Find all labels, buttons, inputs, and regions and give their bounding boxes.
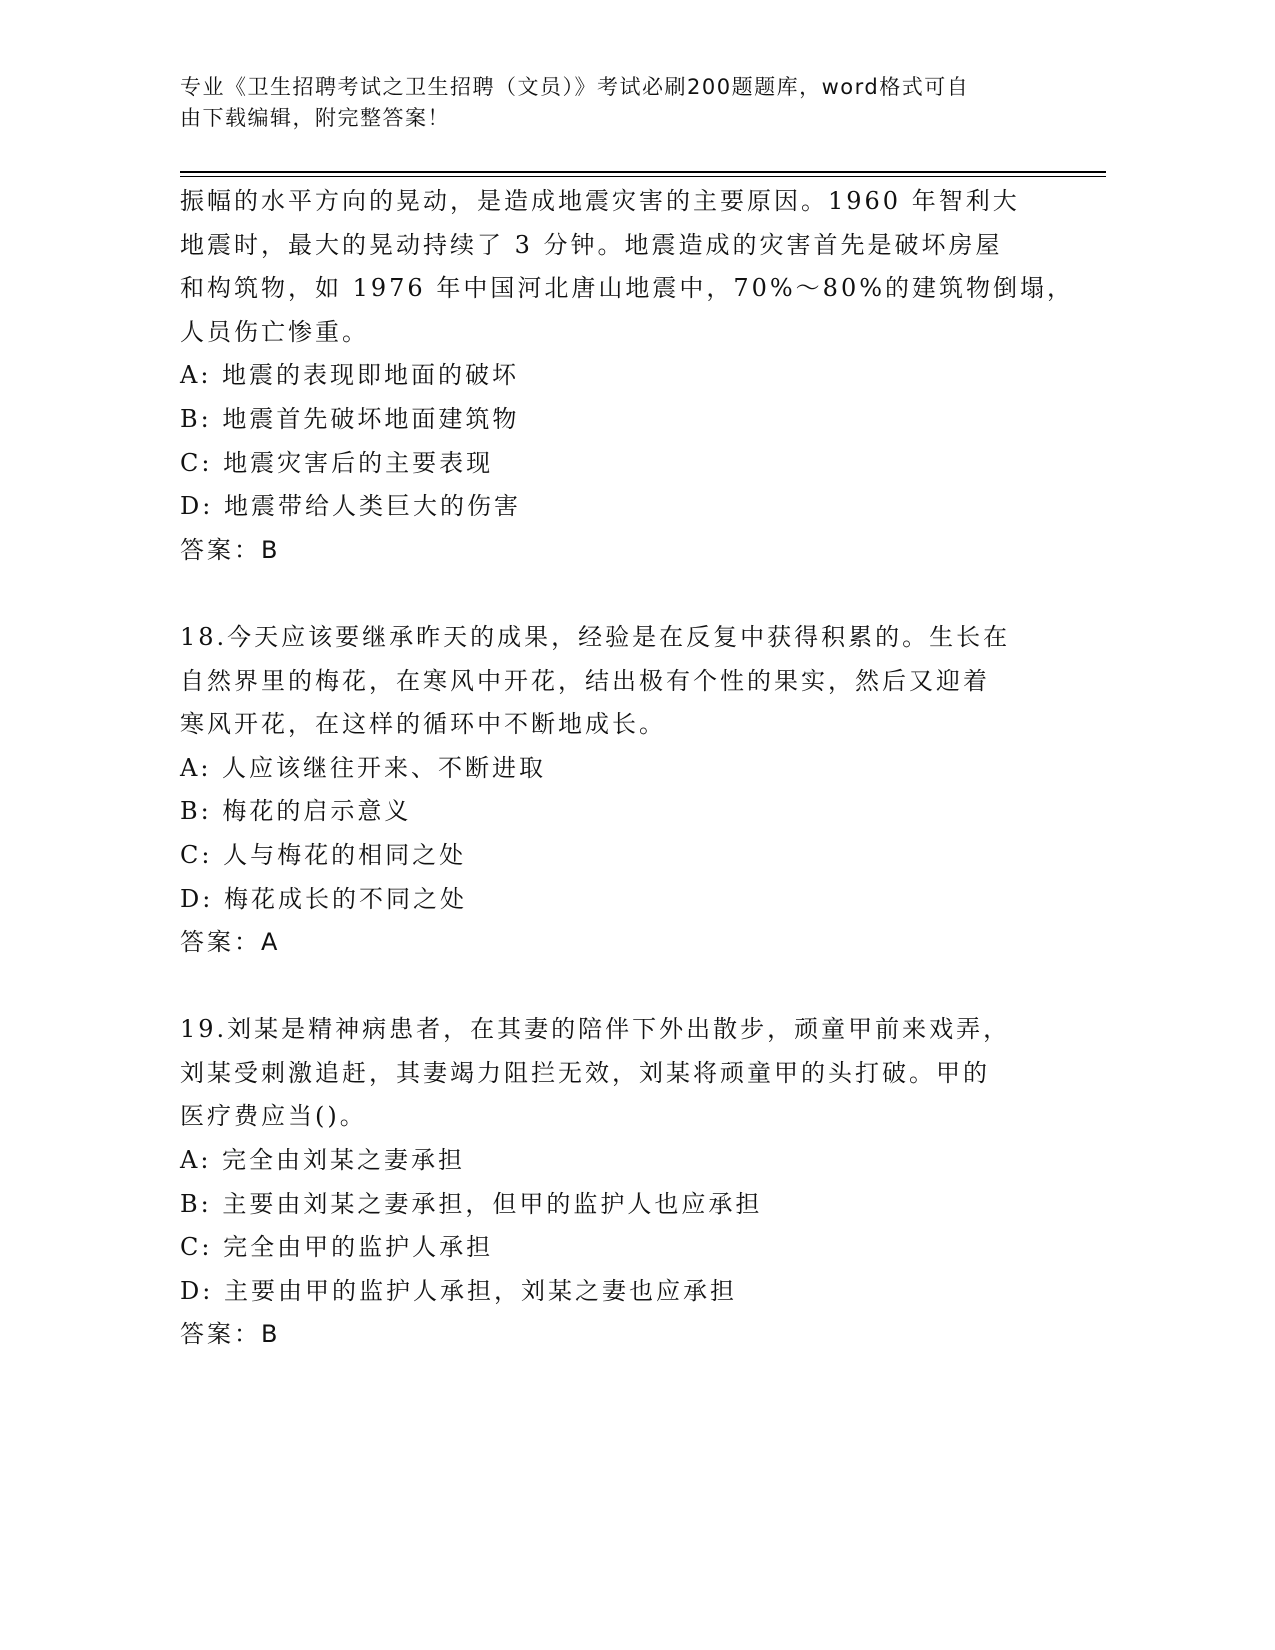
question-text: 寒风开花，在这样的循环中不断地成长。 <box>180 710 666 739</box>
question-text: 人员伤亡惨重。 <box>180 317 369 346</box>
question-text: 19.刘某是精神病患者，在其妻的陪伴下外出散步，顽童甲前来戏弄， <box>180 1015 1011 1044</box>
question-text: 和构筑物，如 1976 年中国河北唐山地震中，70%～80%的建筑物倒塌， <box>180 274 1075 303</box>
question-text: 地震时，最大的晃动持续了 3 分钟。地震造成的灾害首先是破坏房屋 <box>180 230 1003 259</box>
document-body <box>180 180 1075 1357</box>
option-a: A: 地震的表现即地面的破坏 <box>180 361 520 390</box>
question-text: 自然界里的梅花，在寒风中开花，结出极有个性的果实，然后又迎着 <box>180 666 990 695</box>
option-a: A: 人应该继往开来、不断进取 <box>180 753 547 782</box>
header-rule-bottom <box>180 176 1106 177</box>
question-text: 振幅的水平方向的晃动，是造成地震灾害的主要原因。1960 年智利大 <box>180 187 1020 215</box>
option-d: D: 梅花成长的不同之处 <box>180 884 467 913</box>
question-text: 刘某受刺激追赶，其妻竭力阻拦无效，刘某将顽童甲的头打破。甲的 <box>180 1058 990 1087</box>
question-18 <box>180 616 1040 965</box>
answer: 答案：A <box>180 928 281 957</box>
question-19 <box>180 1008 1040 1357</box>
question-text: 18.今天应该要继承昨天的成果，经验是在反复中获得积累的。生长在 <box>180 622 1011 651</box>
answer: 答案：B <box>180 1320 281 1349</box>
answer: 答案：B <box>180 535 281 564</box>
option-b: B: 主要由刘某之妻承担，但甲的监护人也应承担 <box>180 1189 763 1218</box>
option-b: B: 梅花的启示意义 <box>180 797 412 826</box>
option-c: C: 人与梅花的相同之处 <box>180 840 467 869</box>
option-d: D: 地震带给人类巨大的伤害 <box>180 492 521 521</box>
option-a: A: 完全由刘某之妻承担 <box>180 1146 466 1175</box>
document-header <box>180 72 1040 134</box>
question-17 <box>180 180 1075 572</box>
option-c: C: 完全由甲的监护人承担 <box>180 1233 494 1262</box>
option-c: C: 地震灾害后的主要表现 <box>180 448 494 477</box>
option-b: B: 地震首先破坏地面建筑物 <box>180 404 520 433</box>
header-rule-top <box>180 171 1106 173</box>
header-line-2: 由下载编辑，附完整答案！ <box>180 106 450 130</box>
question-text: 医疗费应当()。 <box>180 1102 367 1131</box>
header-line-1: 专业《卫生招聘考试之卫生招聘（文员）》考试必刷200题题库，word格式可自 <box>180 75 970 99</box>
option-d: D: 主要由甲的监护人承担，刘某之妻也应承担 <box>180 1276 737 1305</box>
